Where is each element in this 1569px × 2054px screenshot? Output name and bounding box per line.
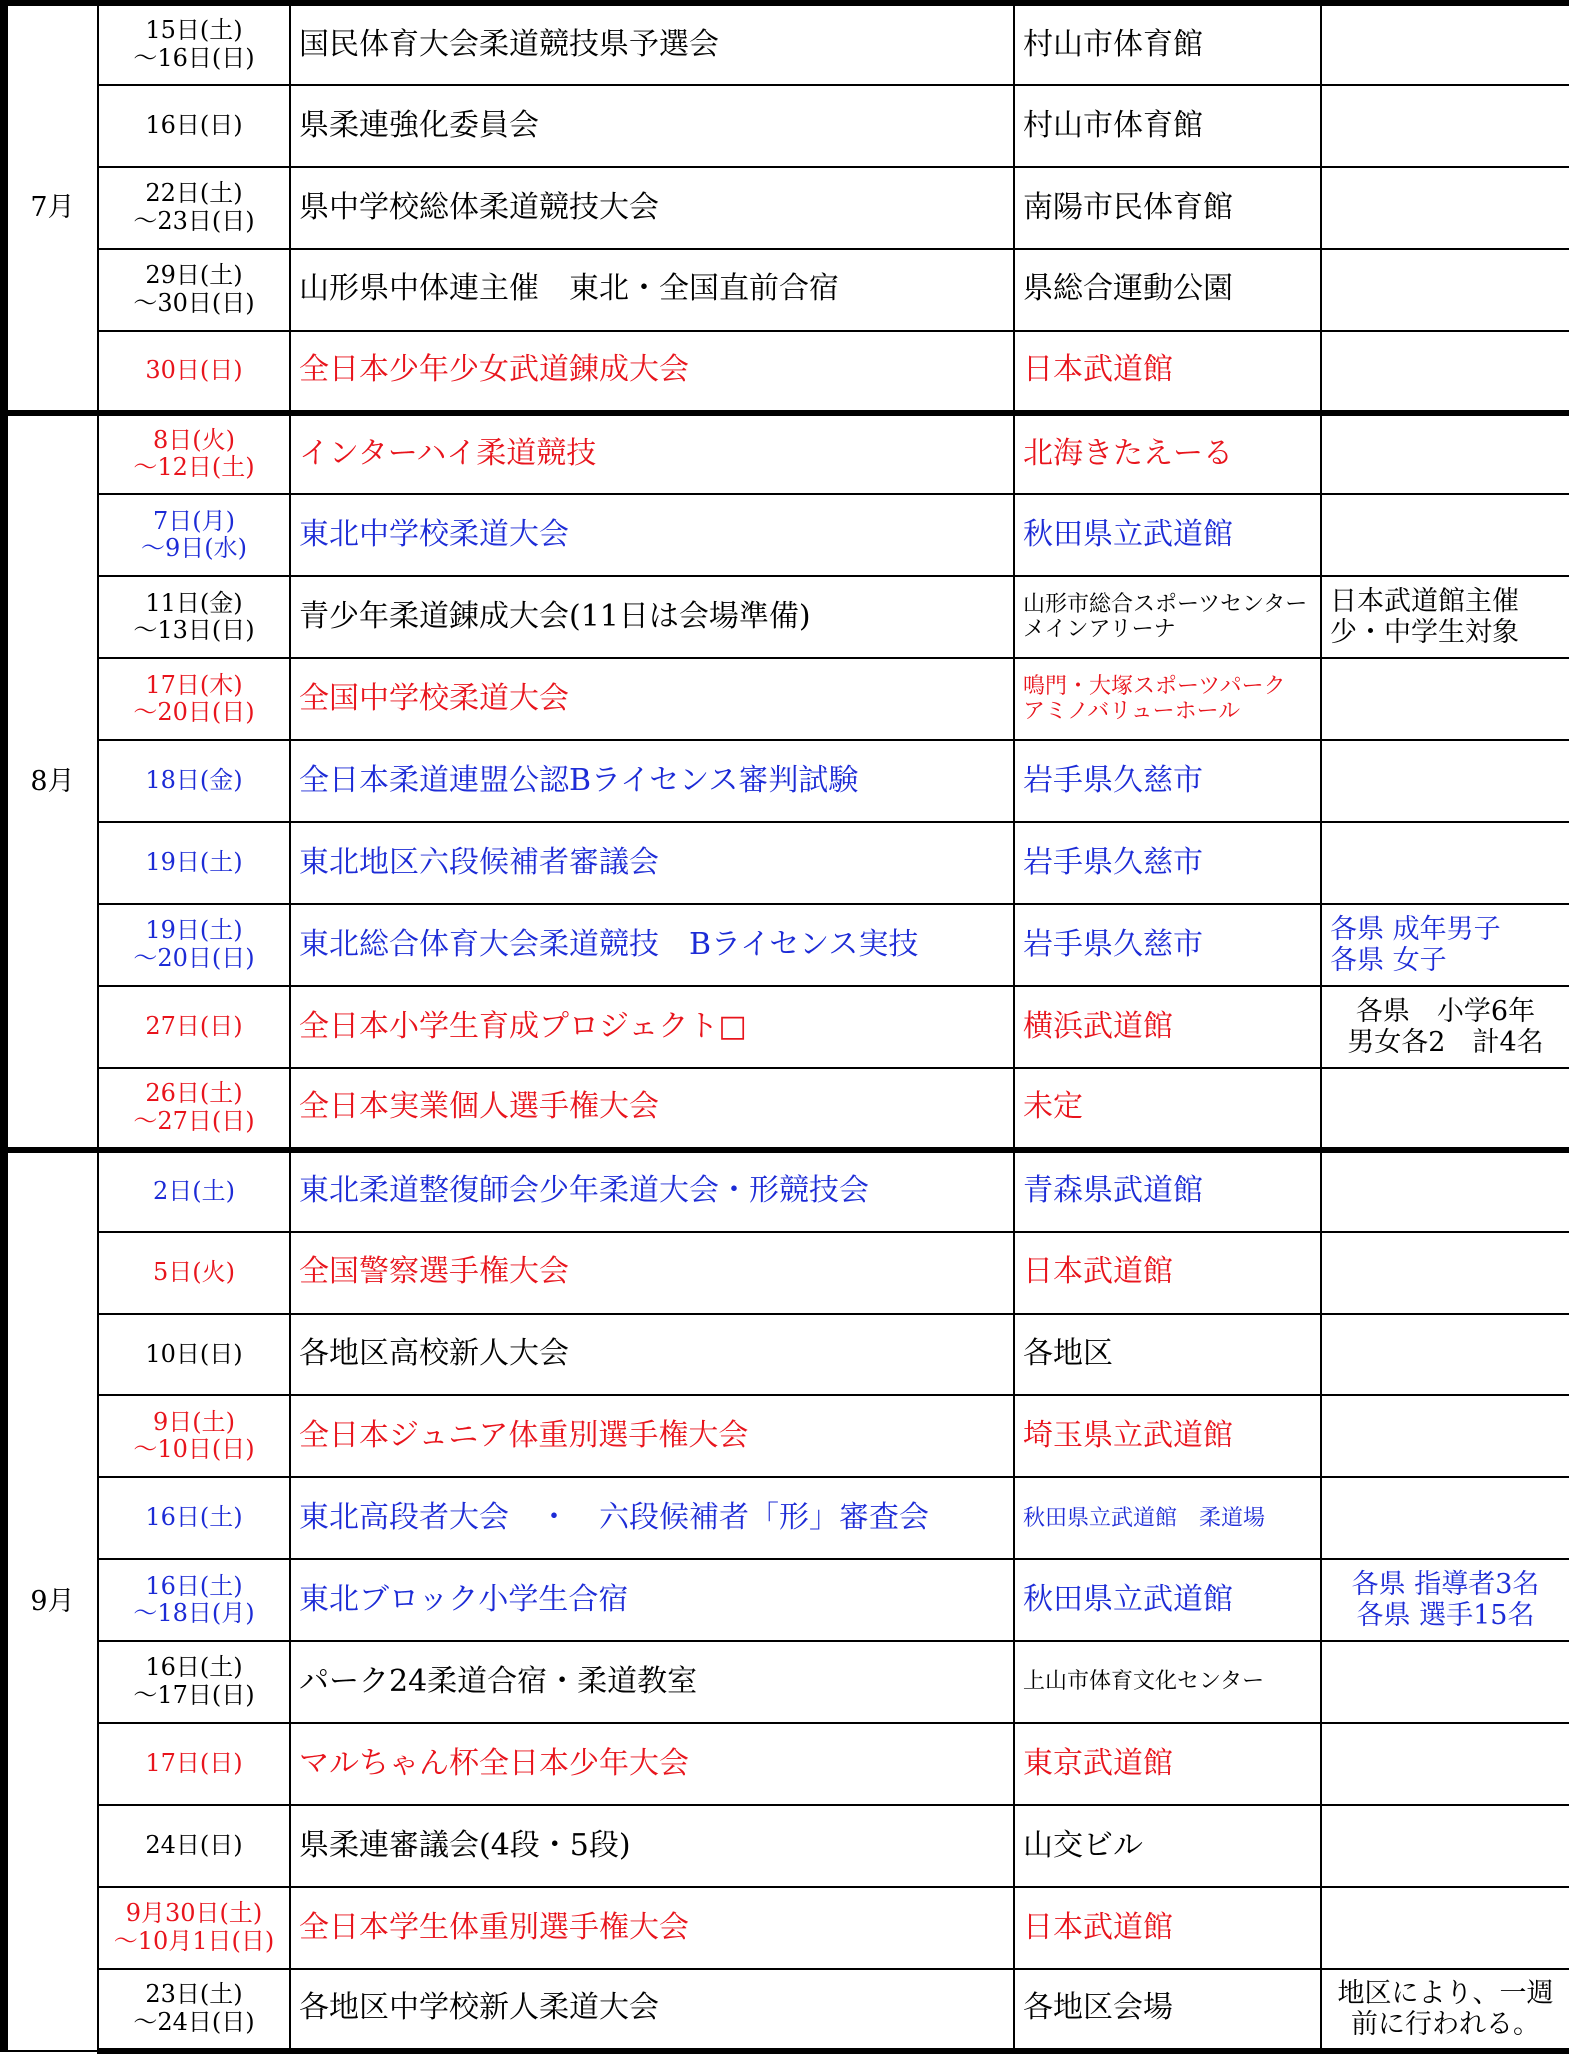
schedule-row — [4, 1969, 1569, 2051]
note-cell — [1321, 1314, 1569, 1396]
date-cell: 24日(日) — [98, 1805, 290, 1887]
note-cell — [1321, 1723, 1569, 1805]
venue-cell: 青森県武道館 — [1014, 1150, 1321, 1232]
event-cell: 各地区高校新人大会 — [290, 1314, 1014, 1396]
date-cell: 9日(土) ～10日(日) — [98, 1395, 290, 1477]
event-cell: 東北柔道整復師会少年柔道大会・形競技会 — [290, 1150, 1014, 1232]
schedule-row — [4, 1232, 1569, 1314]
event-cell: 全日本学生体重別選手権大会 — [290, 1887, 1014, 1969]
venue-cell: 山形市総合スポーツセンター メインアリーナ — [1014, 576, 1321, 658]
schedule-row — [4, 167, 1569, 249]
event-cell: 各地区中学校新人柔道大会 — [290, 1969, 1014, 2051]
month-cell: 7月 — [4, 3, 98, 413]
event-cell: 東北ブロック小学生合宿 — [290, 1559, 1014, 1641]
date-cell: 16日(土) — [98, 1477, 290, 1559]
venue-cell: 横浜武道館 — [1014, 986, 1321, 1068]
venue-cell: 秋田県立武道館 — [1014, 1559, 1321, 1641]
note-cell — [1321, 1887, 1569, 1969]
event-cell: 全日本少年少女武道錬成大会 — [290, 331, 1014, 413]
month-cell: 9月 — [4, 1150, 98, 2051]
date-cell: 19日(土) ～20日(日) — [98, 904, 290, 986]
venue-cell: 岩手県久慈市 — [1014, 904, 1321, 986]
schedule-row — [4, 1150, 1569, 1232]
venue-cell: 村山市体育館 — [1014, 3, 1321, 85]
event-cell: 全国中学校柔道大会 — [290, 658, 1014, 740]
event-cell: 東北高段者大会 ・ 六段候補者「形」審査会 — [290, 1477, 1014, 1559]
date-cell: 2日(土) — [98, 1150, 290, 1232]
note-cell — [1321, 1395, 1569, 1477]
note-cell — [1321, 658, 1569, 740]
date-cell: 7日(月) ～9日(水) — [98, 494, 290, 576]
schedule-row — [4, 494, 1569, 576]
date-cell: 19日(土) — [98, 822, 290, 904]
note-cell: 各県 指導者3名 各県 選手15名 — [1321, 1559, 1569, 1641]
note-cell — [1321, 1805, 1569, 1887]
venue-cell: 秋田県立武道館 柔道場 — [1014, 1477, 1321, 1559]
note-cell — [1321, 85, 1569, 167]
date-cell: 9月30日(土) ～10月1日(日) — [98, 1887, 290, 1969]
schedule-row — [4, 1723, 1569, 1805]
venue-cell: 日本武道館 — [1014, 1232, 1321, 1314]
event-cell: 東北総合体育大会柔道競技 Bライセンス実技 — [290, 904, 1014, 986]
event-cell: 全国警察選手権大会 — [290, 1232, 1014, 1314]
event-cell: 国民体育大会柔道競技県予選会 — [290, 3, 1014, 85]
note-cell — [1321, 3, 1569, 85]
date-cell: 22日(土) ～23日(日) — [98, 167, 290, 249]
note-cell — [1321, 1232, 1569, 1314]
schedule-row — [4, 1641, 1569, 1723]
date-cell: 17日(日) — [98, 1723, 290, 1805]
venue-cell: 村山市体育館 — [1014, 85, 1321, 167]
date-cell: 8日(火) ～12日(土) — [98, 413, 290, 495]
note-cell — [1321, 249, 1569, 331]
date-cell: 11日(金) ～13日(日) — [98, 576, 290, 658]
event-cell: 全日本柔道連盟公認Bライセンス審判試験 — [290, 740, 1014, 822]
date-cell: 16日(土) ～17日(日) — [98, 1641, 290, 1723]
schedule-row — [4, 1477, 1569, 1559]
date-cell: 17日(木) ～20日(日) — [98, 658, 290, 740]
schedule-row — [4, 1887, 1569, 1969]
schedule-row — [4, 740, 1569, 822]
note-cell — [1321, 1477, 1569, 1559]
venue-cell: 埼玉県立武道館 — [1014, 1395, 1321, 1477]
date-cell: 23日(土) ～24日(日) — [98, 1969, 290, 2051]
note-cell: 各県 小学6年 男女各2 計4名 — [1321, 986, 1569, 1068]
note-cell — [1321, 1068, 1569, 1150]
event-cell: 県中学校総体柔道競技大会 — [290, 167, 1014, 249]
venue-cell: 鳴門・大塚スポーツパーク アミノバリューホール — [1014, 658, 1321, 740]
venue-cell: 各地区会場 — [1014, 1969, 1321, 2051]
venue-cell: 秋田県立武道館 — [1014, 494, 1321, 576]
note-cell — [1321, 822, 1569, 904]
event-cell: 東北地区六段候補者審議会 — [290, 822, 1014, 904]
venue-cell: 各地区 — [1014, 1314, 1321, 1396]
month-cell: 8月 — [4, 413, 98, 1150]
note-cell — [1321, 740, 1569, 822]
schedule-row — [4, 413, 1569, 495]
event-cell: 県柔連強化委員会 — [290, 85, 1014, 167]
schedule-row — [4, 249, 1569, 331]
note-cell — [1321, 1150, 1569, 1232]
event-cell: マルちゃん杯全日本少年大会 — [290, 1723, 1014, 1805]
note-cell: 各県 成年男子 各県 女子 — [1321, 904, 1569, 986]
venue-cell: 東京武道館 — [1014, 1723, 1321, 1805]
event-cell: 県柔連審議会(4段・5段) — [290, 1805, 1014, 1887]
schedule-row — [4, 331, 1569, 413]
venue-cell: 山交ビル — [1014, 1805, 1321, 1887]
schedule-row — [4, 3, 1569, 85]
date-cell: 16日(土) ～18日(月) — [98, 1559, 290, 1641]
schedule-row — [4, 1395, 1569, 1477]
venue-cell: 南陽市民体育館 — [1014, 167, 1321, 249]
schedule-row — [4, 576, 1569, 658]
venue-cell: 県総合運動公園 — [1014, 249, 1321, 331]
event-cell: 山形県中体連主催 東北・全国直前合宿 — [290, 249, 1014, 331]
schedule-row — [4, 1314, 1569, 1396]
venue-cell: 北海きたえーる — [1014, 413, 1321, 495]
note-cell — [1321, 1641, 1569, 1723]
venue-cell: 日本武道館 — [1014, 1887, 1321, 1969]
event-cell: 東北中学校柔道大会 — [290, 494, 1014, 576]
venue-cell: 未定 — [1014, 1068, 1321, 1150]
schedule-row — [4, 85, 1569, 167]
venue-cell: 岩手県久慈市 — [1014, 740, 1321, 822]
date-cell: 5日(火) — [98, 1232, 290, 1314]
date-cell: 29日(土) ～30日(日) — [98, 249, 290, 331]
schedule-row — [4, 904, 1569, 986]
date-cell: 15日(土) ～16日(日) — [98, 3, 290, 85]
event-cell: インターハイ柔道競技 — [290, 413, 1014, 495]
event-cell: パーク24柔道合宿・柔道教室 — [290, 1641, 1014, 1723]
event-cell: 全日本ジュニア体重別選手権大会 — [290, 1395, 1014, 1477]
schedule-row — [4, 1068, 1569, 1150]
date-cell: 18日(金) — [98, 740, 290, 822]
event-cell: 全日本小学生育成プロジェクト□ — [290, 986, 1014, 1068]
venue-cell: 上山市体育文化センター — [1014, 1641, 1321, 1723]
date-cell: 16日(日) — [98, 85, 290, 167]
event-cell: 青少年柔道錬成大会(11日は会場準備) — [290, 576, 1014, 658]
date-cell: 27日(日) — [98, 986, 290, 1068]
venue-cell: 日本武道館 — [1014, 331, 1321, 413]
schedule-row — [4, 658, 1569, 740]
schedule-row — [4, 1805, 1569, 1887]
note-cell: 地区により、一週 前に行われる。 — [1321, 1969, 1569, 2051]
date-cell: 10日(日) — [98, 1314, 290, 1396]
date-cell: 26日(土) ～27日(日) — [98, 1068, 290, 1150]
schedule-row — [4, 986, 1569, 1068]
date-cell: 30日(日) — [98, 331, 290, 413]
schedule-body — [4, 3, 1569, 2051]
note-cell — [1321, 331, 1569, 413]
schedule-row — [4, 1559, 1569, 1641]
note-cell — [1321, 413, 1569, 495]
note-cell: 日本武道館主催 少・中学生対象 — [1321, 576, 1569, 658]
venue-cell: 岩手県久慈市 — [1014, 822, 1321, 904]
note-cell — [1321, 167, 1569, 249]
note-cell — [1321, 494, 1569, 576]
schedule-row — [4, 822, 1569, 904]
event-cell: 全日本実業個人選手権大会 — [290, 1068, 1014, 1150]
